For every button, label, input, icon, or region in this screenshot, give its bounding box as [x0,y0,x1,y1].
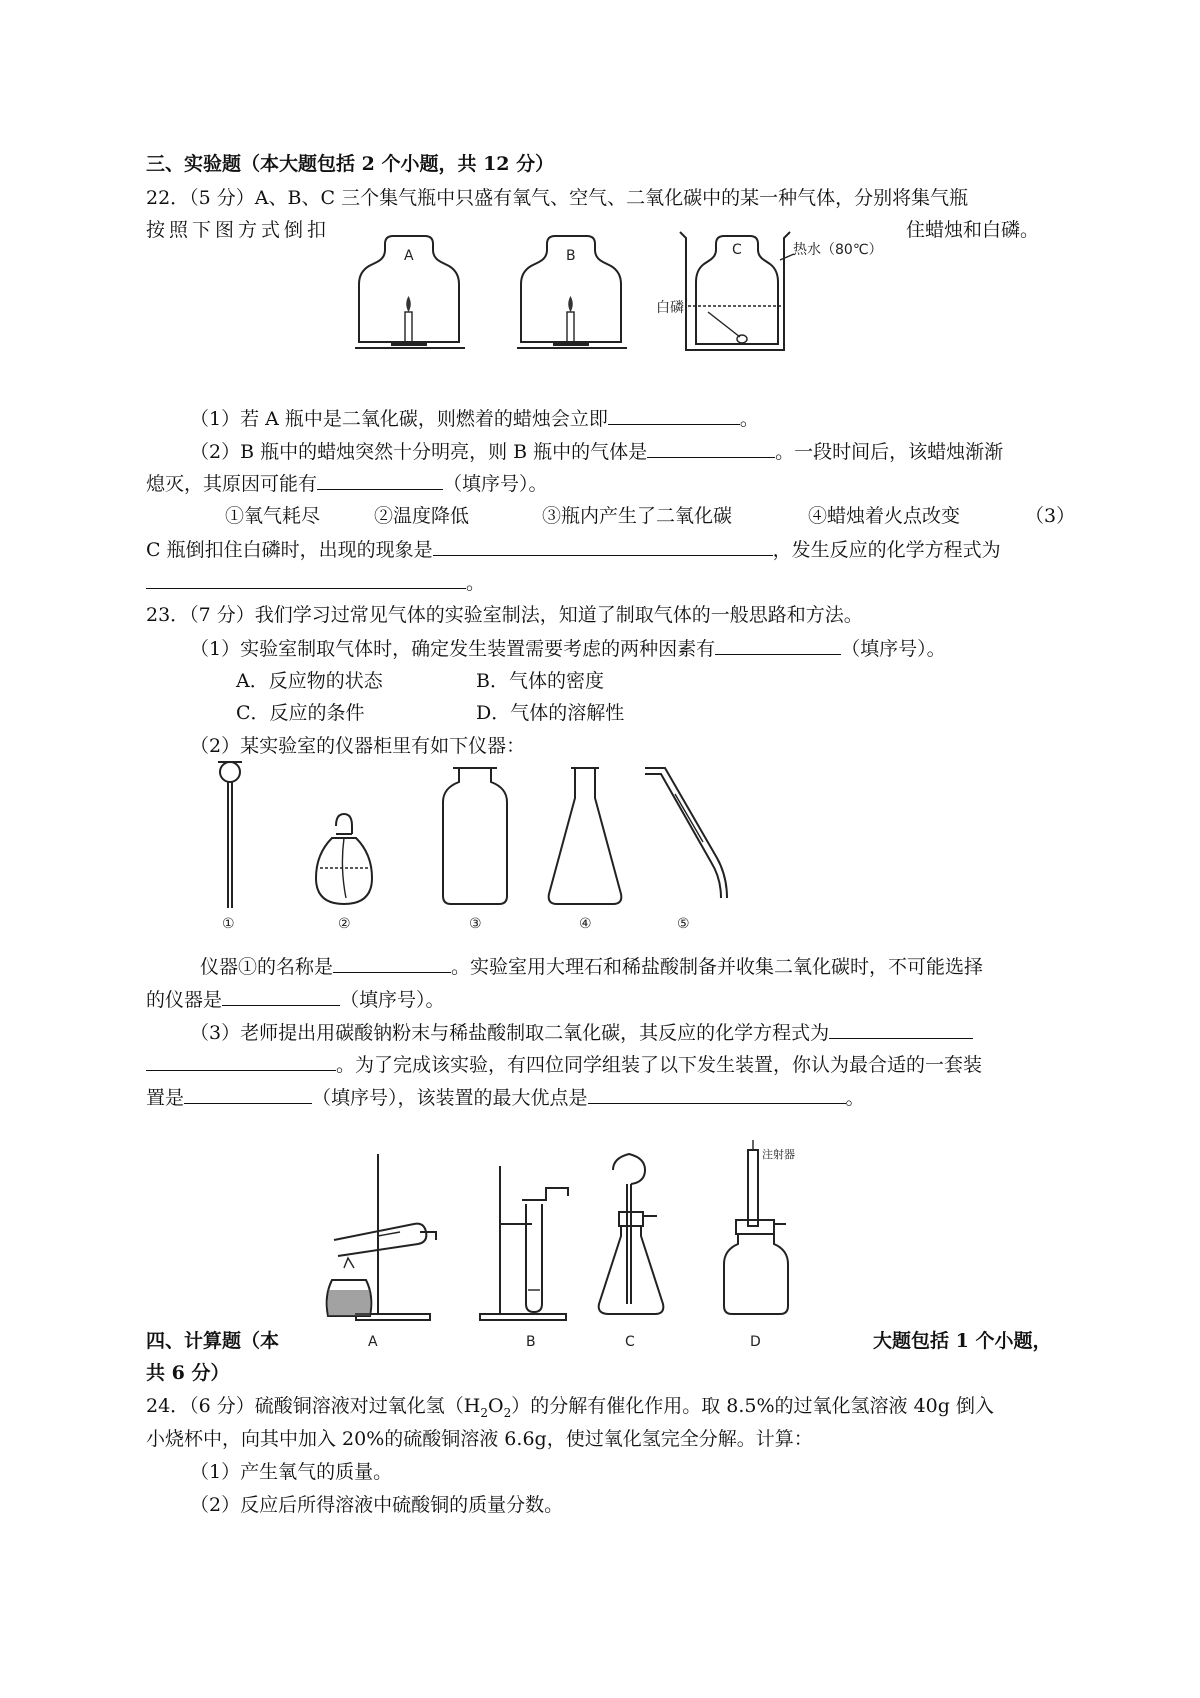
q23-option-c: C．反应的条件 [236,702,365,724]
section3-title: 三、实验题（本大题包括 2 个小题，共 12 分） [146,153,555,175]
q22-stem-line1: 22．（5 分）A、B、C 三个集气瓶中只盛有氧气、空气、二氧化碳中的某一种气体，分别将集气瓶 [146,187,969,209]
q22-part3-line1 [146,537,1001,562]
q22-part1-blank[interactable] [608,406,740,425]
q22-part3-blank1[interactable] [433,537,773,556]
instrument-label-3: ③ [469,916,482,932]
q24-text1: 24．（6 分）硫酸铜溶液对过氧化氢（H [146,1395,481,1417]
q23-option-a: A．反应物的状态 [236,670,383,692]
bottle-b [517,236,627,348]
q22-stem-line2b: 住蜡烛和白磷。 [906,219,1040,241]
q22-part2-text4: （填序号）。 [443,473,548,495]
apparatus-d [724,1140,795,1350]
long-neck-funnel-icon [218,762,242,932]
instrument-label-4: ④ [579,916,592,932]
section4-title-part1: 四、计算题（本 [146,1330,280,1352]
bottle-c-label: C [732,242,742,258]
q23-part2-name-text: 仪器①的名称是 [200,956,334,978]
q22-bottles-figure [355,232,883,362]
q24-stem-line2: 小烧杯中，向其中加入 20%的硫酸铜溶液 6.6g，使过氧化氢完全分解。计算： [146,1428,813,1450]
q23-part3-text: （3）老师提出用碳酸钠粉末与稀盐酸制取二氧化碳，其反应的化学方程式为 [190,1022,830,1044]
instrument-label-2: ② [338,916,351,932]
bent-glass-tube-icon [645,768,727,932]
apparatus-label-d: D [750,1334,761,1350]
q22-part2-line1 [190,439,1003,464]
q22-part2-text3: 熄灭，其原因可能有 [146,473,318,495]
q24-sub2: 2 [503,1405,512,1420]
q22-part1-end: 。 [739,408,759,430]
q22-part3-end: 。 [466,572,486,594]
q22-part1 [190,406,759,431]
apparatus-label-b: B [526,1334,536,1350]
q23-stem: 23．（7 分）我们学习过常见气体的实验室制法，知道了制取气体的一般思路和方法。 [146,604,863,626]
apparatus-label-c: C [625,1334,635,1350]
q23-part2-text3: 的仪器是 [146,989,223,1011]
q23-part2-question-line1 [200,954,983,979]
instrument-label-5: ⑤ [677,916,690,932]
hot-water-label: 热水（80℃） [793,242,883,258]
apparatus-label-a: A [368,1334,378,1350]
q22-part3-line2 [146,570,485,595]
q23-part3-text4: （填序号），该装置的最大优点是 [312,1087,588,1109]
q22-option-4: ④蜡烛着火点改变 [808,505,961,527]
bottle-a [355,236,465,348]
bottle-b-label: B [566,248,576,264]
q23-apparatus-figure [320,1140,900,1350]
q23-part2-text4: （填序号）。 [340,989,445,1011]
q22-part3-text2: ，发生反应的化学方程式为 [772,539,1001,561]
apparatus-a [327,1154,436,1350]
q24-part1: （1）产生氧气的质量。 [190,1461,393,1483]
q23-part1 [190,636,946,661]
q22-option-2: ②温度降低 [374,505,470,527]
instrument-label-1: ① [222,916,235,932]
q24-part2: （2）反应后所得溶液中硫酸铜的质量分数。 [190,1494,564,1516]
q23-option-d: D．气体的溶解性 [476,702,625,724]
q23-part3-blank1[interactable] [829,1020,973,1039]
apparatus-c [599,1154,664,1350]
q23-part3-blank4[interactable] [588,1085,846,1104]
q24-text3: ）的分解有催化作用。取 8.5%的过氧化氢溶液 40g 倒入 [511,1395,994,1417]
bottle-a-label: A [404,248,414,264]
q24-sub1: 2 [480,1405,489,1420]
q23-part1-end: （填序号）。 [841,638,946,660]
q22-option-3: ③瓶内产生了二氧化碳 [542,505,733,527]
q23-part3-line3 [146,1085,865,1110]
gas-collecting-bottle-icon [443,768,507,932]
q22-part3-blank2[interactable] [146,570,466,589]
q23-part3-line2 [146,1052,982,1077]
q24-stem-line1 [146,1394,994,1425]
q22-part1-text: （1）若 A 瓶中是二氧化碳，则燃着的蜡烛会立即 [190,408,608,430]
q22-part2-blank2[interactable] [317,471,443,490]
alcohol-lamp-icon [316,814,372,932]
q22-option-1: ①氧气耗尽 [225,505,321,527]
q23-part2-question-line2 [146,987,445,1012]
q23-part2-text2: 。实验室用大理石和稀盐酸制备并收集二氧化碳时，不可能选择 [451,956,984,978]
q22-part2-text2: 。一段时间后，该蜡烛渐渐 [775,441,1004,463]
q23-part3-end: 。 [845,1087,865,1109]
q22-part3-text: C 瓶倒扣住白磷时，出现的现象是 [146,539,433,561]
q23-part1-blank[interactable] [715,636,841,655]
q24-text2: O [488,1395,504,1417]
q22-part3-number: （3） [1025,505,1076,527]
q23-option-b: B．气体的密度 [476,670,604,692]
q23-instruments-figure [190,758,770,938]
q23-part3-text3: 置是 [146,1087,185,1109]
conical-flask-icon [549,768,622,932]
q23-part3-line1 [190,1020,973,1045]
section4-title-part2: 大题包括 1 个小题， [873,1330,1052,1352]
q22-part2-text: （2）B 瓶中的蜡烛突然十分明亮，则 B 瓶中的气体是 [190,441,648,463]
q23-part2: （2）某实验室的仪器柜里有如下仪器： [190,735,526,757]
white-phosphorus-label: 白磷 [656,300,684,316]
q23-part1-text: （1）实验室制取气体时，确定发生装置需要考虑的两种因素有 [190,638,716,660]
q22-stem-line2a: 按照下图方式倒扣 [146,219,331,241]
apparatus-b [480,1166,568,1350]
q23-part3-blank3[interactable] [184,1085,312,1104]
bottle-c-in-beaker [656,232,883,350]
syringe-label: 注射器 [762,1148,795,1161]
q23-part2-blank2[interactable] [222,987,340,1006]
q22-part2-line2 [146,471,548,496]
q23-part3-text2: 。为了完成该实验，有四位同学组装了以下发生装置，你认为最合适的一套装 [336,1054,983,1076]
q23-part2-blank1[interactable] [333,954,451,973]
q23-part3-blank2[interactable] [146,1052,336,1071]
section4-title-part3: 共 6 分） [146,1362,230,1384]
q22-part2-blank1[interactable] [647,439,775,458]
